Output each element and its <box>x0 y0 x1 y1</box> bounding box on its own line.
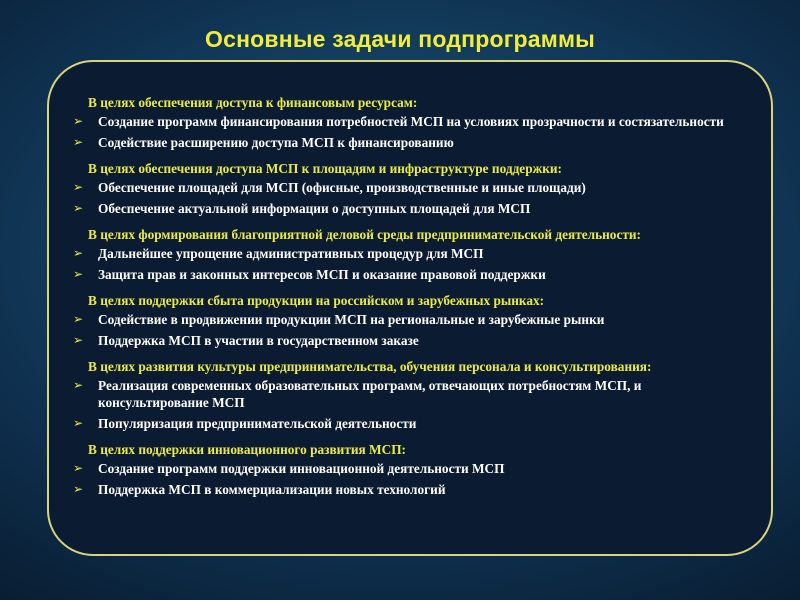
group-heading: В целях обеспечения доступа МСП к площадям и инфраструктуре поддержки: <box>88 161 562 176</box>
task-group-premises <box>73 160 747 217</box>
group-heading: В целях развития культуры предпринимательства, обучения персонала и консультирования: <box>88 359 652 374</box>
arrowhead-bullet-icon: ➢ <box>73 246 84 260</box>
item-text: Дальнейшее упрощение административных процедур для МСП <box>98 246 484 261</box>
list-item <box>73 200 747 217</box>
arrowhead-bullet-icon: ➢ <box>73 180 84 194</box>
list-item <box>73 481 747 498</box>
list-item <box>73 332 747 349</box>
task-group-innovation <box>73 441 747 498</box>
item-text: Создание программ поддержки инновационной деятельности МСП <box>98 461 505 476</box>
arrowhead-bullet-icon: ➢ <box>73 114 84 128</box>
list-item <box>73 460 747 477</box>
list-item <box>73 179 747 196</box>
arrowhead-bullet-icon: ➢ <box>73 135 84 149</box>
item-text: Обеспечение актуальной информации о доступных площадей для МСП <box>98 201 531 216</box>
item-text: Содействие в продвижении продукции МСП на региональные и зарубежные рынки <box>98 312 605 327</box>
list-item <box>73 311 747 328</box>
list-item <box>73 415 747 432</box>
item-text: Создание программ финансирования потребностей МСП на условиях прозрачности и состязательности <box>98 114 724 129</box>
group-heading: В целях формирования благоприятной деловой среды предпринимательской деятельности: <box>88 227 641 242</box>
task-group-finance <box>73 94 747 151</box>
task-group-education <box>73 358 747 432</box>
arrowhead-bullet-icon: ➢ <box>73 482 84 496</box>
arrowhead-bullet-icon: ➢ <box>73 201 84 215</box>
arrowhead-bullet-icon: ➢ <box>73 312 84 326</box>
group-heading: В целях обеспечения доступа к финансовым ресурсам: <box>88 95 418 110</box>
arrowhead-bullet-icon: ➢ <box>73 378 84 392</box>
slide-title: Основные задачи подпрограммы <box>204 26 596 52</box>
list-item <box>73 113 747 130</box>
arrowhead-bullet-icon: ➢ <box>73 267 84 281</box>
list-item <box>73 245 747 262</box>
group-heading: В целях поддержки инновационного развития МСП: <box>88 442 406 457</box>
item-text: Поддержка МСП в коммерциализации новых технологий <box>98 482 446 497</box>
item-text: Содействие расширению доступа МСП к финансированию <box>98 135 454 150</box>
item-text: Поддержка МСП в участии в государственном заказе <box>98 333 419 348</box>
list-item <box>73 266 747 283</box>
list-item <box>73 134 747 151</box>
item-text: Популяризация предпринимательской деятельности <box>98 416 417 431</box>
tasks-panel <box>47 60 773 556</box>
item-text: Защита прав и законных интересов МСП и оказание правовой поддержки <box>98 267 546 282</box>
list-item <box>73 377 747 411</box>
group-heading: В целях поддержки сбыта продукции на российском и зарубежных рынках: <box>88 293 545 308</box>
item-text: Обеспечение площадей для МСП (офисные, производственные и иные площади) <box>98 180 586 195</box>
task-group-business-environment <box>73 226 747 283</box>
arrowhead-bullet-icon: ➢ <box>73 461 84 475</box>
task-group-sales <box>73 292 747 349</box>
arrowhead-bullet-icon: ➢ <box>73 333 84 347</box>
arrowhead-bullet-icon: ➢ <box>73 416 84 430</box>
item-text: Реализация современных образовательных программ, отвечающих потребностям МСП, и консультирование МСП <box>98 378 642 410</box>
